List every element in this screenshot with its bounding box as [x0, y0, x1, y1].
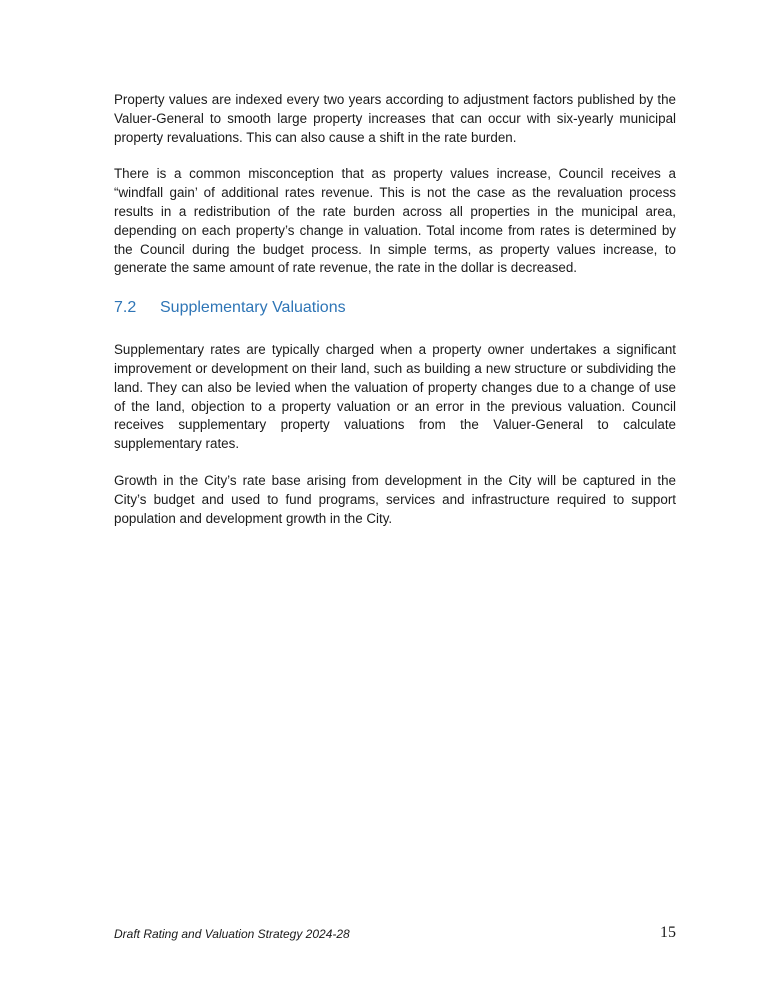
section-number: 7.2 [114, 299, 137, 317]
section-title: Supplementary Valuations [160, 299, 346, 317]
paragraph-supplementary-rates: Supplementary rates are typically charged when a property owner undertakes a significant improvement or development on their land, such as building a new structure or subdividing the land. They can also be levied when the valuation of property changes due to a change of use of the land, objection to a property valuation or an error in the previous valuation. Council receives supplementary property valuations from the Valuer-General to calculate supplementary rates. [114, 342, 676, 452]
page-body [114, 91, 676, 546]
section-heading [114, 296, 676, 319]
footer-document-title: Draft Rating and Valuation Strategy 2024-28 [114, 927, 350, 941]
paragraph-windfall-misconception: There is a common misconception that as property values increase, Council receives a “windfall gain’ of additional rates revenue. This is not the case as the revaluation process results in a redistribution of the rate burden across all properties in the municipal area, depending on each property’s change in valuation. Total income from rates is determined by the Council during the budget process. In simple terms, as property values increase, to generate the same amount of rate revenue, the rate in the dollar is decreased. [114, 166, 676, 276]
paragraph-indexation: Property values are indexed every two years according to adjustment factors published by the Valuer-General to smooth large property increases that can occur with six-yearly municipal property revaluations. This can also cause a shift in the rate burden. [114, 92, 676, 145]
paragraph-rate-base-growth: Growth in the City’s rate base arising from development in the City will be captured in the City’s budget and used to fund programs, services and infrastructure required to support population and development growth in the City. [114, 472, 676, 526]
page-number: 15 [660, 924, 676, 941]
